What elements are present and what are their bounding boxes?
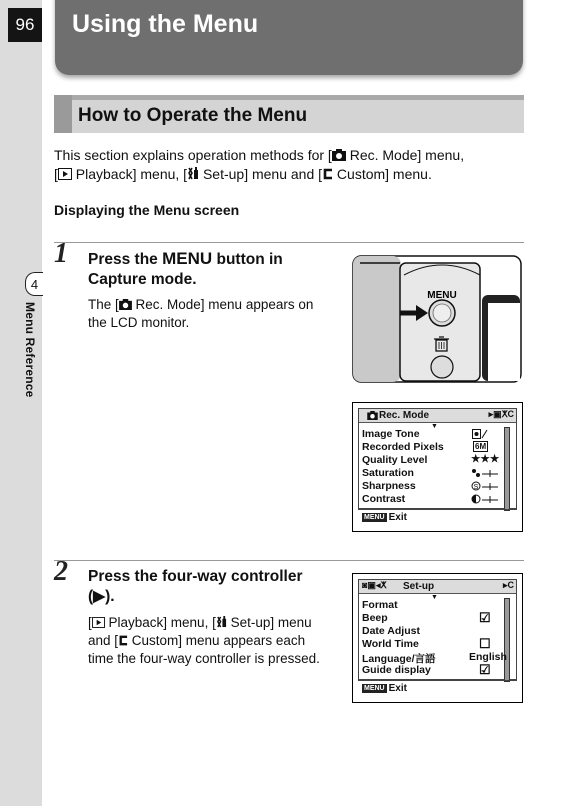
step1-divider <box>54 242 524 243</box>
camera-menu-label: MENU <box>427 290 457 301</box>
chapter-number-badge: 4 <box>25 272 43 296</box>
lcd-tab-icons: ▸▣ⵅC <box>488 409 514 419</box>
setup-icon <box>187 167 199 180</box>
menu-key-icon: MENU <box>364 514 385 521</box>
lcd-setup-row-6: Guide display <box>362 664 431 676</box>
playback-icon <box>58 168 72 180</box>
lcd-rec-row-4: Saturation <box>362 467 414 479</box>
step2-title: Press the four-way controller (▶). <box>88 568 303 605</box>
step2-number: 2 <box>54 556 68 587</box>
intro-paragraph: This section explains operation methods for [ Rec. Mode] menu, [ Playback] menu, [ Set-up] menu and [ Custom] menu. <box>54 147 465 182</box>
saturation-slider-icon <box>471 468 499 478</box>
step2-divider <box>54 560 524 561</box>
lcd-setup-tabbar <box>359 580 516 594</box>
setup-icon <box>216 616 227 628</box>
section-heading-accent <box>54 95 72 133</box>
step1-title: Press the MENU button in Capture mode. <box>88 249 283 288</box>
custom-c-icon <box>118 635 128 646</box>
scroll-down-arrow: ▼ <box>431 423 438 430</box>
lcd-screen-setup <box>352 573 523 703</box>
contrast-slider-icon <box>471 494 499 504</box>
lcd-rec-tabbar <box>359 409 516 423</box>
scroll-down-arrow: ▼ <box>431 594 438 601</box>
trash-icon <box>434 337 449 351</box>
step1-number: 1 <box>54 238 68 269</box>
recorded-pixels-value: 6M <box>475 442 487 451</box>
lcd-rec-exit: Exit <box>388 512 407 523</box>
section-title: How to Operate the Menu <box>78 105 308 126</box>
page-title: Using the Menu <box>72 10 259 38</box>
chapter-label-text: Menu Reference <box>23 302 37 398</box>
lcd-setup-scrollbar <box>504 598 510 682</box>
step2-body: [ Playback] menu, [ Set-up] menu and [ Custom] menu appears each time the four-way controller is pressed. <box>88 615 320 666</box>
quality-level-value: ★★★ <box>471 453 500 465</box>
step1-body: The [ Rec. Mode] menu appears on the LCD monitor. <box>88 297 314 330</box>
lcd-rec-tab-label: Rec. Mode <box>379 410 430 421</box>
svg-text:S: S <box>473 484 479 491</box>
camera-icon <box>367 411 378 420</box>
subheading: Displaying the Menu screen <box>54 202 240 218</box>
language-value: English <box>469 651 507 663</box>
lcd-setup-row-4: World Time <box>362 638 419 650</box>
menu-key-label: MENU <box>162 249 213 268</box>
chapter-side-label <box>21 300 41 410</box>
camera-icon <box>332 149 346 161</box>
lcd-setup-footer <box>358 680 517 695</box>
sharpness-slider-icon <box>471 481 499 491</box>
lcd-rec-scrollbar <box>504 427 510 511</box>
lcd-rec-row-2: Recorded Pixels <box>362 441 444 453</box>
lcd-setup-row-1: Format <box>362 599 398 611</box>
lcd-setup-exit: Exit <box>388 683 407 694</box>
world-time-checkbox: ☐ <box>479 636 491 651</box>
page-number: 96 <box>8 8 42 42</box>
playback-icon <box>92 617 105 628</box>
menu-key-icon: MENU <box>364 685 385 692</box>
beep-checkbox: ☑ <box>479 610 491 625</box>
camera-back-illustration <box>352 255 522 383</box>
lcd-rec-row-6: Contrast <box>362 493 406 505</box>
lcd-setup-tab-right: ▸C <box>502 580 514 590</box>
section-heading <box>54 95 524 133</box>
lcd-setup-row-5: Language/言語 <box>362 653 436 665</box>
lcd-rec-row-5: Sharpness <box>362 480 416 492</box>
lcd-setup-tab-icons: ◙▣◂ⵅ <box>362 580 387 590</box>
lcd-rec-footer <box>358 509 517 524</box>
lcd-rec-row-1: Image Tone <box>362 428 420 440</box>
custom-c-icon <box>322 168 333 180</box>
guide-display-checkbox: ☑ <box>479 662 491 677</box>
lcd-setup-row-2: Beep <box>362 612 388 624</box>
lcd-setup-tab-label: Set-up <box>403 581 435 592</box>
camera-icon <box>119 299 132 310</box>
lcd-setup-row-3: Date Adjust <box>362 625 420 637</box>
lcd-screen-rec-mode <box>352 402 523 532</box>
lcd-rec-row-3: Quality Level <box>362 454 428 466</box>
image-tone-icon <box>472 429 488 439</box>
